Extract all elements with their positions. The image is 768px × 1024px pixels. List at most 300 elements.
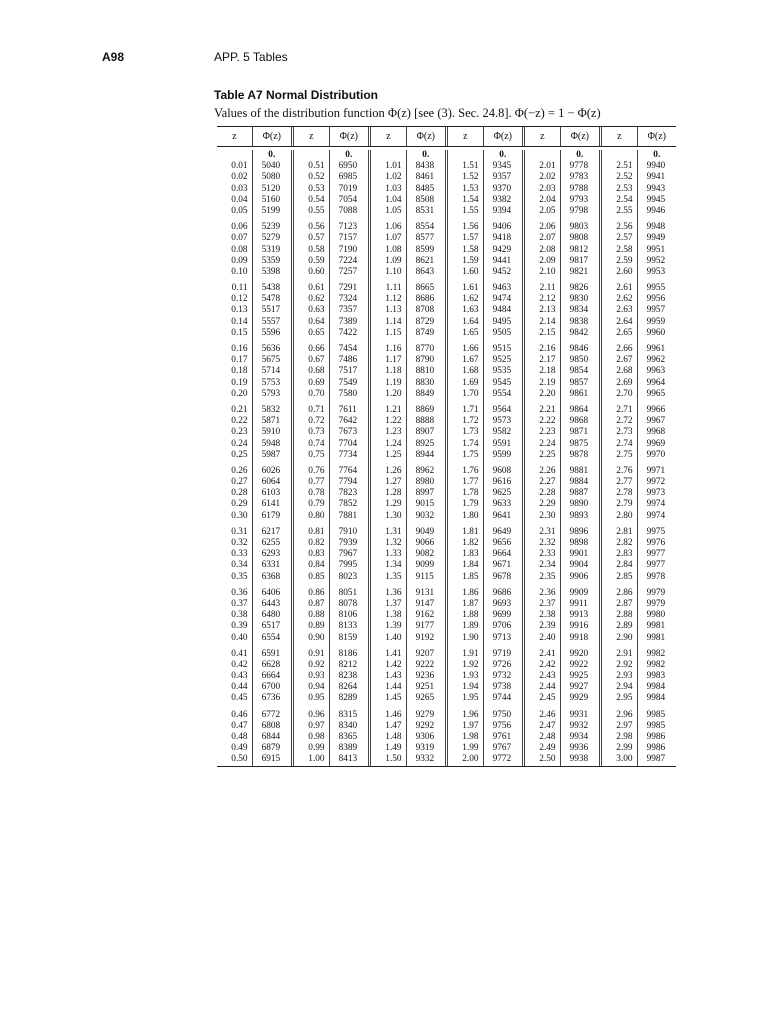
z-value: 1.11 [385,283,402,294]
phi-value: 6217 [261,526,281,537]
phi-value: 9671 [492,560,512,571]
phi-value: 9306 [415,732,435,742]
z-value: 2.11 [539,283,556,294]
z-column [217,150,252,766]
phi-value: 9878 [569,449,589,460]
z-value: 1.79 [462,499,479,510]
phi-value: 9927 [569,682,589,693]
z-value: 0.67 [308,355,325,366]
phi-value: 5438 [261,283,281,294]
z-value: 0.30 [231,510,248,521]
z-value: 0.21 [231,404,248,415]
z-value: 2.57 [616,233,633,244]
phi-value: 9591 [492,438,512,449]
z-value: 0.49 [231,743,248,754]
z-value: 2.04 [539,194,556,205]
z-value: 1.56 [462,222,479,233]
z-value: 1.06 [385,222,402,233]
z-value: 1.52 [462,172,479,183]
running-head: APP. 5 Tables [214,50,288,64]
phi-value: 9821 [569,266,589,277]
phi-value: 6480 [261,610,281,621]
z-value: 0.19 [231,377,248,388]
z-value: 0.05 [231,205,248,216]
phi-value: 9982 [646,648,666,659]
phi-value: 8599 [415,244,435,255]
phi-value: 9978 [646,571,666,582]
phi-value: 9686 [492,587,512,598]
phi-value: 6808 [261,720,281,731]
z-value: 0.48 [231,732,248,742]
z-value: 0.55 [308,205,325,216]
phi-value: 9732 [492,671,512,682]
z-value: 0.01 [231,161,248,172]
z-value: 0.59 [308,255,325,266]
phi-value: 9861 [569,388,589,399]
z-value: 2.63 [616,305,633,316]
z-value: 1.29 [385,499,402,510]
z-value: 0.03 [231,183,248,194]
z-value: 1.53 [462,183,479,194]
phi-value: 9884 [569,477,589,488]
z-value: 0.25 [231,449,248,460]
phi-value: 9857 [569,377,589,388]
phi-value: 9719 [492,648,512,659]
phi-value: 7764 [338,465,358,476]
header-phi: Φ(z) [252,127,294,146]
z-value: 1.99 [462,743,479,754]
phi-value: 9980 [646,610,666,621]
z-value: 0.46 [231,709,248,720]
phi-value: 9916 [569,621,589,632]
z-value: 2.67 [616,355,633,366]
phi-value: 6443 [261,598,281,609]
phi-value: 6844 [261,732,281,742]
phi-value: 8980 [415,477,435,488]
normal-distribution-table [217,126,676,767]
phi-value: 9977 [646,549,666,560]
phi-value: 9966 [646,404,666,415]
z-value: 2.78 [616,488,633,499]
phi-value: 9525 [492,355,512,366]
z-value: 0.51 [308,161,325,172]
z-value: 0.39 [231,621,248,632]
z-value: 1.47 [385,720,402,731]
z-value: 1.57 [462,233,479,244]
phi-value: 5871 [261,416,281,427]
z-value: 1.50 [385,754,402,765]
phi-value: 8438 [415,161,435,172]
phi-value: 6103 [261,488,281,499]
phi-value: 5279 [261,233,281,244]
phi-value: 9965 [646,388,666,399]
phi-value: 8944 [415,449,435,460]
z-value: 0.41 [231,648,248,659]
phi-value: 7123 [338,222,358,233]
phi-value: 9901 [569,549,589,560]
phi-value: 7486 [338,355,358,366]
z-value: 1.23 [385,427,402,438]
z-value: 2.55 [616,205,633,216]
phi-value: 9082 [415,549,435,560]
z-value: 2.21 [539,404,556,415]
z-value: 2.14 [539,316,556,327]
z-value: 1.00 [308,754,325,765]
phi-value: 9973 [646,488,666,499]
phi-value: 8212 [338,659,358,670]
phi-value: 9868 [569,416,589,427]
phi-value: 9963 [646,366,666,377]
phi-value: 9956 [646,294,666,305]
phi-value: 9974 [646,499,666,510]
header-z: z [540,131,545,142]
phi-value: 6591 [261,648,281,659]
phi-value: 5478 [261,294,281,305]
z-value: 1.45 [385,693,402,704]
phi-value: 8770 [415,344,435,354]
z-value: 0.83 [308,549,325,560]
z-value: 0.71 [308,404,325,415]
z-value: 2.86 [616,587,633,598]
z-value: 1.89 [462,621,479,632]
phi-value: 9625 [492,488,512,499]
z-value: 2.88 [616,610,633,621]
phi-value: 9986 [646,743,666,754]
z-value: 2.24 [539,438,556,449]
phi-value: 7852 [338,499,358,510]
z-value: 2.75 [616,449,633,460]
phi-value: 9850 [569,355,589,366]
phi-value: 9713 [492,632,512,643]
phi-value: 9192 [415,632,435,643]
z-value: 2.25 [539,449,556,460]
z-value: 1.66 [462,344,479,354]
phi-value: 8621 [415,255,435,266]
phi-value: 6026 [261,465,281,476]
phi-value: 9961 [646,344,666,354]
z-value: 2.38 [539,610,556,621]
phi-value: 7357 [338,305,358,316]
z-value: 0.52 [308,172,325,183]
phi-value: 7454 [338,344,358,354]
phi-value: 9726 [492,659,512,670]
phi-value: 5199 [261,205,281,216]
leading-digits: 0. [653,150,661,160]
z-value: 1.33 [385,549,402,560]
z-value: 1.59 [462,255,479,266]
phi-value: 9871 [569,427,589,438]
phi-value: 9922 [569,659,589,670]
z-value: 2.08 [539,244,556,255]
z-value: 1.30 [385,510,402,521]
z-value: 2.72 [616,416,633,427]
z-value: 0.78 [308,488,325,499]
z-value: 1.90 [462,632,479,643]
phi-value: 9649 [492,526,512,537]
phi-value: 7995 [338,560,358,571]
phi-value: 9981 [646,621,666,632]
phi-value: 8729 [415,316,435,327]
z-value: 1.95 [462,693,479,704]
z-column [448,150,483,766]
phi-value: 5675 [261,355,281,366]
phi-value: 7580 [338,388,358,399]
phi-column [406,150,448,766]
phi-value: 9678 [492,571,512,582]
z-value: 1.97 [462,720,479,731]
phi-value: 8413 [338,754,358,765]
phi-value: 5948 [261,438,281,449]
phi-value: 7324 [338,294,358,305]
z-value: 0.82 [308,538,325,548]
phi-value: 5753 [261,377,281,388]
z-value: 0.04 [231,194,248,205]
phi-value: 9951 [646,244,666,255]
z-value: 2.39 [539,621,556,632]
header-z: z [232,131,237,142]
phi-value: 9896 [569,526,589,537]
phi-column [252,150,294,766]
phi-value: 7794 [338,477,358,488]
z-value: 0.88 [308,610,325,621]
z-value: 2.87 [616,598,633,609]
phi-value: 7088 [338,205,358,216]
z-value: 1.15 [385,327,402,338]
z-value: 1.76 [462,465,479,476]
phi-value: 9803 [569,222,589,233]
phi-value: 9788 [569,183,589,194]
phi-value: 9463 [492,283,512,294]
phi-value: 9909 [569,587,589,598]
z-value: 0.66 [308,344,325,354]
z-value: 1.16 [385,344,402,354]
z-value: 0.14 [231,316,248,327]
z-value: 1.14 [385,316,402,327]
z-value: 1.84 [462,560,479,571]
phi-value: 9953 [646,266,666,277]
phi-value: 9793 [569,194,589,205]
z-value: 1.10 [385,266,402,277]
header-z: z [386,131,391,142]
phi-value: 8186 [338,648,358,659]
running-header [0,50,768,70]
z-value: 2.19 [539,377,556,388]
z-value: 2.22 [539,416,556,427]
z-value: 0.80 [308,510,325,521]
z-value: 1.05 [385,205,402,216]
z-value: 1.60 [462,266,479,277]
phi-value: 9920 [569,648,589,659]
phi-value: 8365 [338,732,358,742]
z-value: 1.58 [462,244,479,255]
z-value: 1.87 [462,598,479,609]
phi-value: 9599 [492,449,512,460]
phi-value: 9515 [492,344,512,354]
z-value: 2.98 [616,732,633,742]
z-value: 2.12 [539,294,556,305]
phi-value: 9931 [569,709,589,720]
z-value: 1.31 [385,526,402,537]
z-value: 0.22 [231,416,248,427]
z-value: 0.06 [231,222,248,233]
z-value: 0.53 [308,183,325,194]
z-value: 1.42 [385,659,402,670]
phi-value: 9265 [415,693,435,704]
phi-value: 7642 [338,416,358,427]
leading-digits: 0. [499,150,507,160]
z-value: 0.20 [231,388,248,399]
z-value: 2.52 [616,172,633,183]
phi-value: 5040 [261,161,281,172]
z-value: 0.74 [308,438,325,449]
phi-value: 9582 [492,427,512,438]
phi-value: 9830 [569,294,589,305]
phi-value: 9554 [492,388,512,399]
z-value: 0.77 [308,477,325,488]
phi-value: 8554 [415,222,435,233]
z-value: 1.96 [462,709,479,720]
z-value: 1.40 [385,632,402,643]
phi-value: 8289 [338,693,358,704]
phi-value: 8133 [338,621,358,632]
z-value: 1.03 [385,183,402,194]
phi-value: 8907 [415,427,435,438]
phi-value: 8159 [338,632,358,643]
table-header-row [217,126,676,147]
z-value: 1.35 [385,571,402,582]
z-value: 1.01 [385,161,402,172]
z-value: 1.92 [462,659,479,670]
z-value: 0.34 [231,560,248,571]
phi-value: 7291 [338,283,358,294]
phi-value: 9049 [415,526,435,537]
z-value: 2.47 [539,720,556,731]
phi-value: 9292 [415,720,435,731]
phi-value: 9959 [646,316,666,327]
phi-value: 9778 [569,161,589,172]
z-value: 1.36 [385,587,402,598]
z-value: 1.39 [385,621,402,632]
z-value: 2.50 [539,754,556,765]
phi-value: 9750 [492,709,512,720]
z-value: 0.98 [308,732,325,742]
z-value: 2.42 [539,659,556,670]
phi-value: 9236 [415,671,435,682]
phi-value: 9131 [415,587,435,598]
phi-value: 9946 [646,205,666,216]
phi-value: 9881 [569,465,589,476]
phi-value: 8686 [415,294,435,305]
z-value: 1.64 [462,316,479,327]
phi-value: 8810 [415,366,435,377]
leading-digits: 0. [345,150,353,160]
z-value: 0.87 [308,598,325,609]
z-value: 2.17 [539,355,556,366]
phi-value: 7157 [338,233,358,244]
phi-value: 8925 [415,438,435,449]
phi-value: 9941 [646,172,666,183]
z-value: 2.96 [616,709,633,720]
z-value: 0.92 [308,659,325,670]
phi-value: 9983 [646,671,666,682]
phi-value: 9986 [646,732,666,742]
header-phi: Φ(z) [406,127,448,146]
phi-value: 7910 [338,526,358,537]
phi-value: 9633 [492,499,512,510]
z-value: 2.68 [616,366,633,377]
z-value: 1.55 [462,205,479,216]
z-value: 0.12 [231,294,248,305]
z-value: 2.01 [539,161,556,172]
phi-value: 9846 [569,344,589,354]
phi-value: 8708 [415,305,435,316]
z-value: 1.94 [462,682,479,693]
z-value: 2.13 [539,305,556,316]
z-value: 0.02 [231,172,248,183]
phi-value: 9960 [646,327,666,338]
phi-value: 6915 [261,754,281,765]
phi-value: 9979 [646,587,666,598]
phi-value: 7823 [338,488,358,499]
z-value: 0.45 [231,693,248,704]
z-value: 1.78 [462,488,479,499]
z-value: 1.26 [385,465,402,476]
z-value: 2.18 [539,366,556,377]
phi-value: 6179 [261,510,281,521]
z-value: 2.76 [616,465,633,476]
phi-value: 8508 [415,194,435,205]
z-value: 2.90 [616,632,633,643]
z-value: 2.62 [616,294,633,305]
phi-value: 9332 [415,754,435,765]
z-value: 0.43 [231,671,248,682]
z-value: 2.54 [616,194,633,205]
phi-value: 9987 [646,754,666,765]
z-value: 0.11 [231,283,248,294]
z-value: 1.38 [385,610,402,621]
z-value: 1.68 [462,366,479,377]
z-value: 2.81 [616,526,633,537]
phi-value: 9357 [492,172,512,183]
z-value: 0.13 [231,305,248,316]
phi-value: 9484 [492,305,512,316]
phi-value: 7549 [338,377,358,388]
phi-value: 5517 [261,305,281,316]
phi-value: 8315 [338,709,358,720]
leading-digits: 0. [268,150,276,160]
z-value: 2.27 [539,477,556,488]
phi-value: 9911 [569,598,588,609]
phi-value: 9968 [646,427,666,438]
header-phi: Φ(z) [637,127,676,146]
phi-value: 8051 [338,587,358,598]
z-value: 1.88 [462,610,479,621]
phi-value: 9971 [646,465,666,476]
phi-column [483,150,525,766]
phi-value: 5557 [261,316,281,327]
z-value: 0.38 [231,610,248,621]
z-value: 0.68 [308,366,325,377]
z-value: 0.16 [231,344,248,354]
z-value: 2.77 [616,477,633,488]
z-value: 1.02 [385,172,402,183]
z-value: 2.93 [616,671,633,682]
z-value: 0.70 [308,388,325,399]
phi-value: 6554 [261,632,281,643]
phi-value: 9406 [492,222,512,233]
phi-value: 9925 [569,671,589,682]
phi-value: 9370 [492,183,512,194]
